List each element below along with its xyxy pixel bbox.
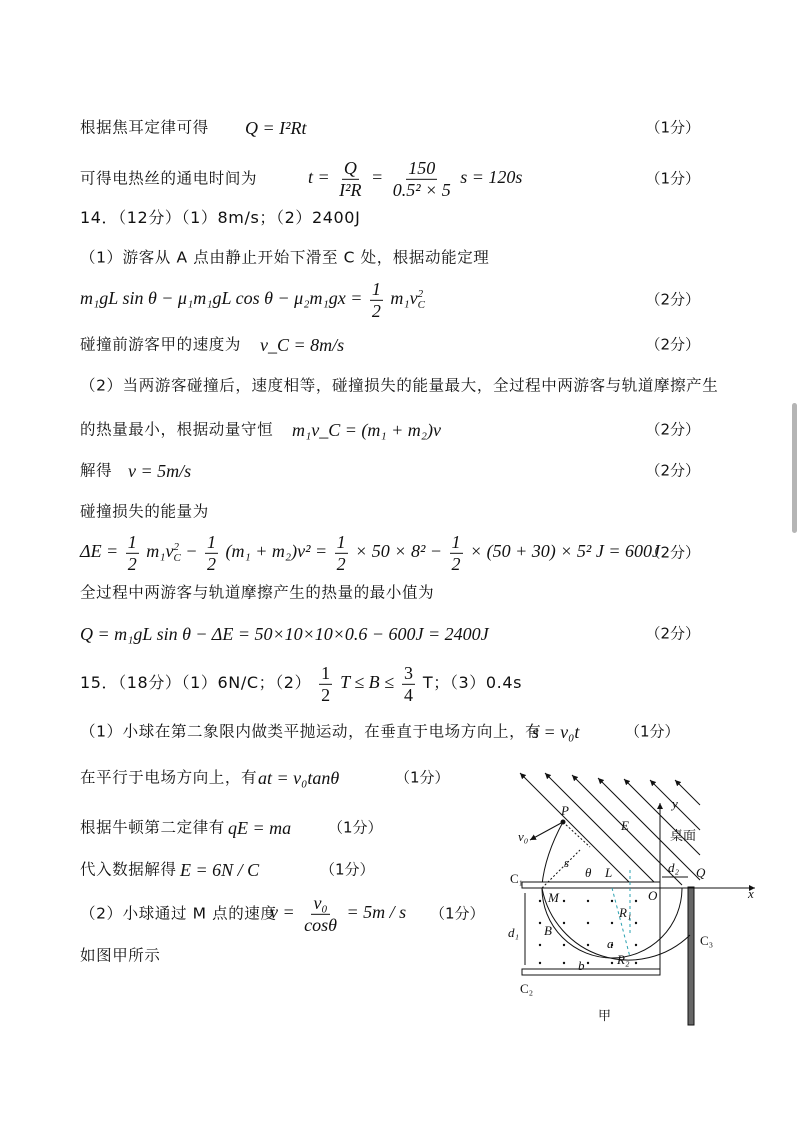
fraction-half	[450, 532, 463, 574]
radius-R2	[612, 888, 630, 957]
line-speed-before	[80, 325, 700, 365]
numerator: 1	[127, 531, 137, 552]
header-text: 14．（12分）（1）8m/s；（2）2400J	[80, 208, 361, 227]
scrollbar[interactable]	[792, 403, 797, 533]
line-joule-law	[80, 108, 700, 148]
line-text: 在平行于电场方向上，有	[80, 768, 258, 787]
fraction	[402, 663, 415, 705]
lhs: m₁gL sin θ − μ₁m₁gL cos θ − μ₂m₁gx =	[80, 288, 363, 309]
score: （2分）	[645, 335, 700, 354]
label-C1: C₁	[510, 871, 524, 886]
formula: v = 5m/s	[128, 461, 192, 481]
question-15-header	[80, 660, 700, 708]
line-text: 碰撞前游客甲的速度为	[80, 335, 242, 354]
subscript: C	[173, 552, 181, 564]
label-P: P	[561, 803, 569, 818]
line-text: 代入数据解得	[80, 860, 177, 879]
fraction-half	[205, 532, 218, 574]
denominator: cosθ	[304, 914, 337, 935]
score: （1分）	[320, 860, 375, 879]
line-collision-note	[80, 366, 719, 406]
label-x: x	[748, 886, 754, 901]
formula: E = 6N / C	[180, 860, 260, 880]
formula: qE = ma	[228, 818, 292, 838]
header	[80, 663, 522, 705]
formula-tail: = 5m / s	[346, 902, 407, 923]
label-C3: C₃	[700, 933, 714, 948]
label-B: B	[544, 923, 552, 938]
part: m₁v	[146, 541, 174, 562]
line-text: 的热量最小，根据动量守恒	[80, 420, 274, 439]
numerator: Q	[343, 157, 357, 178]
score: （1分）	[395, 768, 450, 787]
numerator: 1	[451, 531, 461, 552]
label-theta: θ	[585, 865, 592, 880]
label-s: s	[564, 855, 570, 870]
line-heat-label	[80, 573, 700, 613]
denominator: 4	[403, 684, 413, 705]
fraction-half	[335, 532, 348, 574]
numerator: 3	[403, 662, 413, 683]
formula: at = v₀tanθ	[258, 768, 340, 788]
formula	[80, 532, 660, 574]
label-O: O	[648, 888, 658, 903]
formula-prefix: v =	[270, 902, 295, 923]
line-projectile	[80, 712, 700, 752]
score: （1分）	[328, 818, 383, 837]
question-14-header	[80, 198, 700, 238]
fraction	[319, 663, 332, 705]
fraction	[302, 893, 339, 935]
formula	[308, 158, 522, 200]
label-y: y	[672, 796, 678, 811]
line-energy-loss-label	[80, 492, 700, 532]
label-E: E	[621, 818, 629, 833]
line-text: 根据焦耳定律可得	[80, 118, 209, 137]
fraction-half	[126, 532, 139, 574]
line-text: 根据牛顿第二定律有	[80, 818, 225, 837]
formula-prefix: t =	[308, 167, 330, 188]
denominator: 0.5² × 5	[392, 179, 451, 200]
fraction	[370, 279, 383, 321]
line-energy-equation	[80, 276, 700, 324]
score: （2分）	[645, 624, 700, 643]
score: （1分）	[645, 169, 700, 188]
score: （2分）	[645, 290, 700, 309]
label-M: M	[548, 890, 559, 905]
label-d2: d₂	[668, 860, 680, 875]
dashed-s	[563, 822, 590, 847]
formula: m₁v_C = (m₁ + m₂)v	[292, 420, 442, 440]
part: × 50 × 8² −	[355, 541, 442, 562]
line-text: （2）小球通过 M 点的速度	[80, 904, 277, 923]
denominator: I²R	[339, 179, 362, 200]
numerator: 150	[408, 157, 436, 178]
figure-jia	[500, 765, 770, 1065]
score: （1分）	[430, 904, 485, 923]
line-momentum	[80, 410, 700, 450]
equals: =	[371, 167, 384, 188]
label-b: b	[578, 958, 585, 973]
score: （2分）	[645, 420, 700, 439]
line-text: （1）游客从 A 点由静止开始下滑至 C 处，根据动能定理	[80, 248, 490, 267]
part: ΔE =	[80, 541, 119, 562]
label-d1: d₁	[508, 925, 520, 940]
label-a: a	[607, 936, 614, 951]
numerator: 1	[321, 662, 331, 683]
fraction	[391, 158, 453, 200]
line-text: 碰撞损失的能量为	[80, 502, 209, 521]
formula	[80, 279, 425, 321]
label-Q: Q	[696, 865, 706, 880]
line-energy-loss	[80, 528, 700, 578]
plate-C2	[522, 969, 660, 975]
line-heating-time	[80, 155, 700, 203]
score: （1分）	[645, 118, 700, 137]
numerator: 1	[371, 278, 381, 299]
line-text: 解得	[80, 461, 113, 480]
line-text: 如图甲所示	[80, 946, 161, 965]
superscript: 2	[417, 287, 424, 300]
numerator: v₀	[313, 892, 328, 913]
rhs: m₁v	[390, 288, 418, 309]
formula: v_C = 8m/s	[260, 335, 345, 355]
formula: Q = m₁gL sin θ − ΔE = 50×10×10×0.6 − 600J = 2400J	[80, 624, 489, 644]
label-C2: C₂	[520, 981, 534, 996]
label-v0: v₀	[518, 829, 529, 844]
figure-caption: 甲	[598, 1009, 612, 1024]
subscript: C	[417, 299, 425, 311]
denominator: 2	[371, 300, 381, 321]
header-part: T；（3）0.4s	[422, 673, 523, 692]
line-text: 全过程中两游客与轨道摩擦产生的热量的最小值为	[80, 583, 435, 602]
score: （2分）	[645, 461, 700, 480]
line-text: （1）小球在第二象限内做类平抛运动，在垂直于电场方向上，有	[80, 722, 542, 741]
score: （1分）	[625, 722, 680, 741]
superscript: 2	[173, 540, 179, 553]
label-desk: 桌面	[670, 829, 697, 844]
part: (m₁ + m₂)v² =	[225, 541, 328, 562]
field-line	[520, 773, 632, 885]
denominator: 2	[206, 553, 216, 574]
header-part: 15．（18分）（1）6N/C；（2）	[80, 673, 312, 692]
line-text: （2）当两游客碰撞后，速度相等，碰撞损失的能量最大，全过程中两游客与轨道摩擦产生	[80, 376, 719, 395]
field-line	[675, 780, 700, 805]
line-heat-result	[80, 614, 700, 654]
label-R1: R₁	[619, 905, 632, 920]
line-text: 可得电热丝的通电时间为	[80, 169, 258, 188]
header-part: T ≤ B ≤	[340, 672, 395, 692]
label-R2: R₂	[617, 952, 630, 967]
denominator: 2	[321, 684, 331, 705]
label-L: L	[605, 865, 613, 880]
numerator: 1	[336, 531, 346, 552]
fraction	[337, 158, 363, 200]
formula	[270, 893, 406, 935]
numerator: 1	[206, 531, 216, 552]
denominator: 2	[336, 553, 346, 574]
formula-tail: s = 120s	[460, 167, 523, 188]
formula: Q = I²Rt	[245, 118, 307, 138]
denominator: 2	[127, 553, 137, 574]
plate-C3	[688, 887, 694, 1025]
line-solve-v	[80, 451, 700, 491]
part: × (50 + 30) × 5² J = 600J	[470, 541, 660, 562]
formula: s = v₀t	[532, 722, 580, 742]
score: （2分）	[645, 543, 700, 562]
line-kinetic-theorem	[80, 238, 700, 278]
part: −	[185, 541, 198, 562]
denominator: 2	[451, 553, 461, 574]
